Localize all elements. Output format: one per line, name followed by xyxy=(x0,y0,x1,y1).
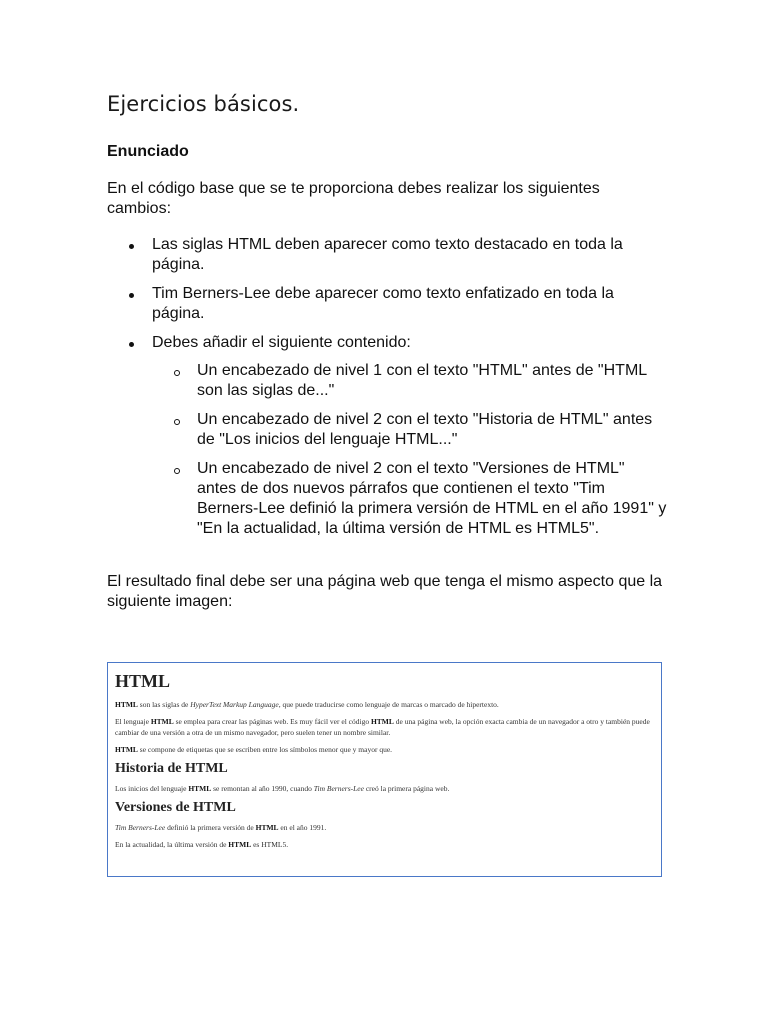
sub-list-item-text: Un encabezado de nivel 2 con el texto "Historia de HTML" antes de "Los inicios del lenguaje HTML..." xyxy=(197,411,653,448)
sample-paragraph-6 xyxy=(115,839,654,850)
sample-paragraph-4 xyxy=(115,783,654,794)
sample-strong: HTML xyxy=(255,823,279,832)
sample-text: son las siglas de xyxy=(137,700,191,709)
sample-strong: HTML xyxy=(115,700,138,709)
sample-heading-2-history: Historia de HTML xyxy=(115,761,228,776)
list-item xyxy=(107,235,667,275)
sample-strong: HTML xyxy=(228,840,252,849)
circle-bullet-icon xyxy=(174,468,180,474)
sample-text: se emplea para crear las páginas web. Es muy fácil ver el código xyxy=(173,717,371,726)
sample-text: creó la primera página web. xyxy=(363,784,450,793)
sample-heading-1: HTML xyxy=(115,671,171,691)
sample-strong: HTML xyxy=(188,784,212,793)
list-item-text: Tim Berners-Lee debe aparecer como texto enfatizado en toda la página. xyxy=(152,285,614,322)
sample-emphasis: HyperText Markup Language xyxy=(190,700,279,709)
sample-text: El lenguaje xyxy=(115,717,151,726)
circle-bullet-icon xyxy=(174,419,180,425)
sample-strong: HTML xyxy=(115,745,138,754)
sample-paragraph-1 xyxy=(115,699,654,710)
sub-list-item xyxy=(152,459,667,539)
list-item xyxy=(107,284,667,324)
sub-list-item xyxy=(152,410,667,450)
sample-text: , que puede traducirse como lenguaje de marcas o marcado de hipertexto. xyxy=(278,700,499,709)
sample-heading-2-versions: Versiones de HTML xyxy=(115,800,236,815)
intro-paragraph: En el código base que se te proporciona debes realizar los siguientes cambios: xyxy=(107,180,600,217)
sample-webpage-image xyxy=(107,662,662,877)
bullet-icon xyxy=(129,342,134,347)
bullet-icon xyxy=(129,293,134,298)
sample-text: es HTML5. xyxy=(251,840,289,849)
sub-list xyxy=(152,361,667,539)
sample-text: en el año 1991. xyxy=(278,823,327,832)
instructions-list xyxy=(107,235,667,548)
sample-text: definió la primera versión de xyxy=(165,823,256,832)
sample-paragraph-5 xyxy=(115,822,654,833)
sample-text: En la actualidad, la última versión de xyxy=(115,840,229,849)
circle-bullet-icon xyxy=(174,370,180,376)
sub-list-item-text: Un encabezado de nivel 2 con el texto "Versiones de HTML" antes de dos nuevos párrafos que contienen el texto "Tim Berners-Lee definió la primera versión de HTML en el año 1991" y "En la actualidad, la última versión de HTML es HTML5". xyxy=(197,460,667,537)
sample-paragraph-2 xyxy=(115,716,654,738)
sample-text: Los inicios del lenguaje xyxy=(115,784,189,793)
section-heading: Enunciado xyxy=(107,143,189,160)
sample-paragraph-3 xyxy=(115,744,654,755)
final-paragraph: El resultado final debe ser una página web que tenga el mismo aspecto que la siguiente imagen: xyxy=(107,573,663,610)
sample-emphasis: Tim Berners-Lee xyxy=(115,823,166,832)
sample-strong: HTML xyxy=(370,717,394,726)
document-title: Ejercicios básicos. xyxy=(107,92,300,116)
sample-text: se compone de etiquetas que se escriben entre los símbolos menor que y mayor que. xyxy=(137,745,393,754)
sample-text: se remontan al año 1990, cuando xyxy=(211,784,314,793)
list-item-text: Debes añadir el siguiente contenido: xyxy=(152,334,411,351)
sample-text: de una página web, la opción exacta cambia de un navegador a otro y también puede cambiar de una versión a otra de un mismo navegador, pero suelen tener un nombre similar. xyxy=(115,717,650,737)
sub-list-item-text: Un encabezado de nivel 1 con el texto "HTML" antes de "HTML son las siglas de..." xyxy=(197,362,647,399)
list-item-text: Las siglas HTML deben aparecer como texto destacado en toda la página. xyxy=(152,236,623,273)
list-item xyxy=(107,333,667,539)
bullet-icon xyxy=(129,244,134,249)
sample-strong: HTML xyxy=(150,717,174,726)
sub-list-item xyxy=(152,361,667,401)
sample-emphasis: Tim Berners-Lee xyxy=(313,784,364,793)
